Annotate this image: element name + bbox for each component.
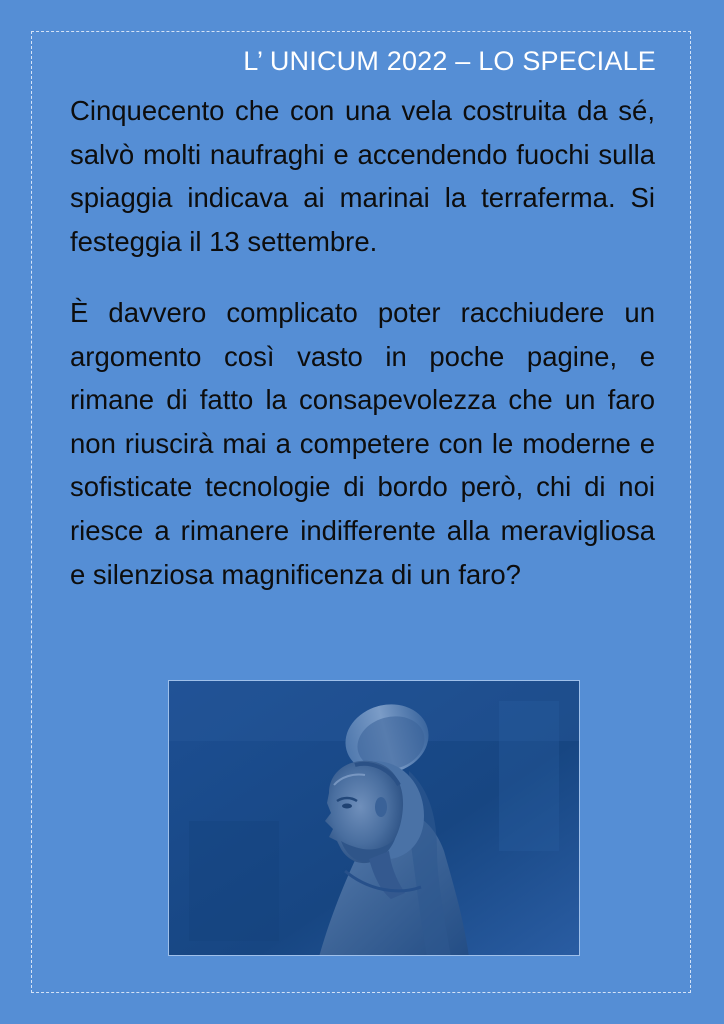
statue-photo — [168, 680, 580, 956]
page-header-title: L’ UNICUM 2022 – LO SPECIALE — [243, 46, 656, 76]
paragraph-1: Cinquecento che con una vela costruita da sé, salvò molti naufraghi e accendendo fuochi sulla spiaggia indicava ai marinai la terraferma. Si festeggia il 13 settembre. — [70, 95, 655, 257]
paragraph-2: È davvero complicato poter racchiudere un argomento così vasto in poche pagine, e rimane di fatto la consapevolezza che un faro non riuscirà mai a competere con le moderne e sofisticate tecnologie di bordo però, chi di noi riesce a rimanere indifferente alla meravigliosa e silenziosa magnificenza di un faro? — [70, 297, 655, 590]
